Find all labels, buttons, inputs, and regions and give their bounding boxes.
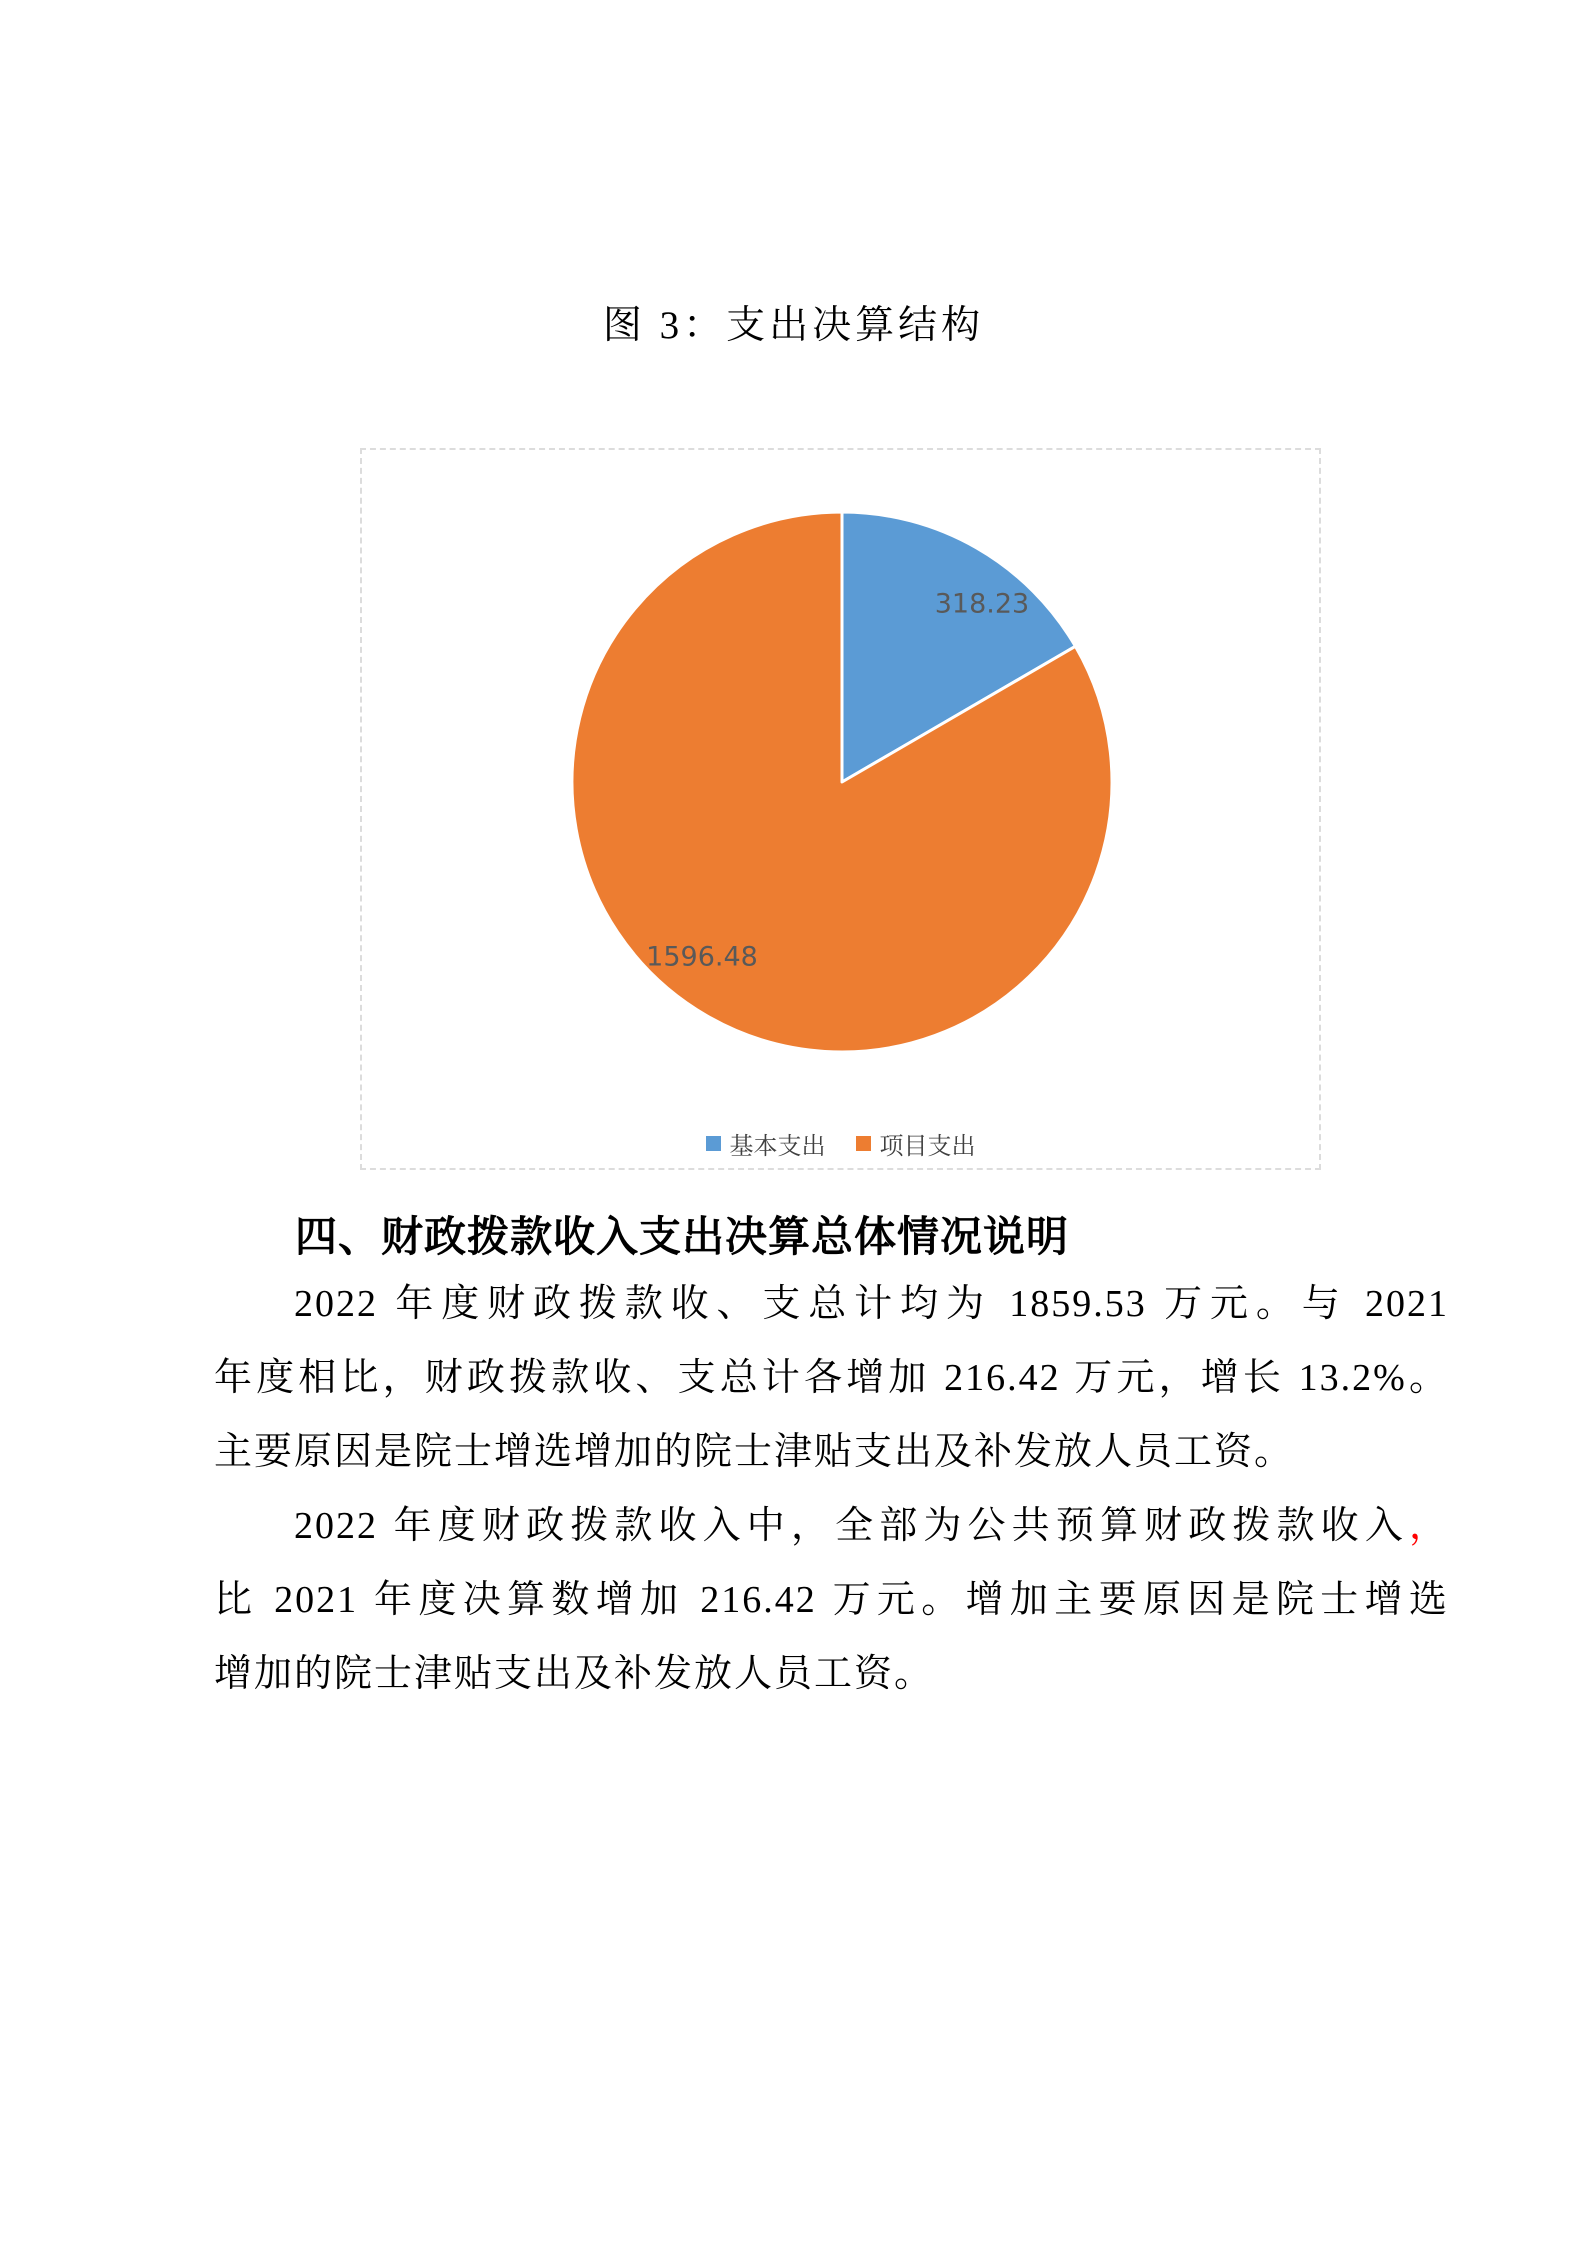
- paragraph-2-line-1-text: 2022 年度财政拨款收入中，全部为公共预算财政拨款收入: [294, 1505, 1409, 1547]
- legend-item-project: [856, 1126, 976, 1161]
- figure-caption: 图 3：支出决算结构: [602, 304, 985, 347]
- red-comma: ，: [1408, 1505, 1449, 1547]
- paragraph-2-line-3: 增加的院士津贴支出及补发放人员工资。: [214, 1653, 935, 1695]
- legend-swatch: [706, 1136, 721, 1151]
- paragraph-2-line-2: 比 2021 年度决算数增加 216.42 万元。增加主要原因是院士增选: [214, 1579, 1449, 1621]
- pie-data-label: 1596.48: [646, 941, 758, 973]
- pie-chart-frame: [360, 448, 1321, 1170]
- chart-legend: [362, 1126, 1319, 1161]
- legend-item-basic: [706, 1126, 826, 1161]
- paragraph-1-line-3: 主要原因是院士增选增加的院士津贴支出及补发放人员工资。: [214, 1431, 1295, 1473]
- pie-chart: [362, 450, 1319, 1166]
- paragraph-2-line-1: [214, 1489, 1449, 1563]
- body-text: [214, 1267, 1449, 1711]
- legend-label: 基本支出: [729, 1134, 826, 1160]
- paragraph-1-line-1: 2022 年度财政拨款收、支总计均为 1859.53 万元。与 2021: [294, 1283, 1449, 1325]
- pie-data-label: 318.23: [934, 588, 1030, 620]
- legend-label: 项目支出: [879, 1134, 976, 1160]
- section-heading: 四、财政拨款收入支出决算总体情况说明: [295, 1213, 1070, 1260]
- legend-swatch: [856, 1136, 871, 1151]
- paragraph-1-line-2: 年度相比，财政拨款收、支总计各增加 216.42 万元，增长 13.2%。: [214, 1357, 1449, 1399]
